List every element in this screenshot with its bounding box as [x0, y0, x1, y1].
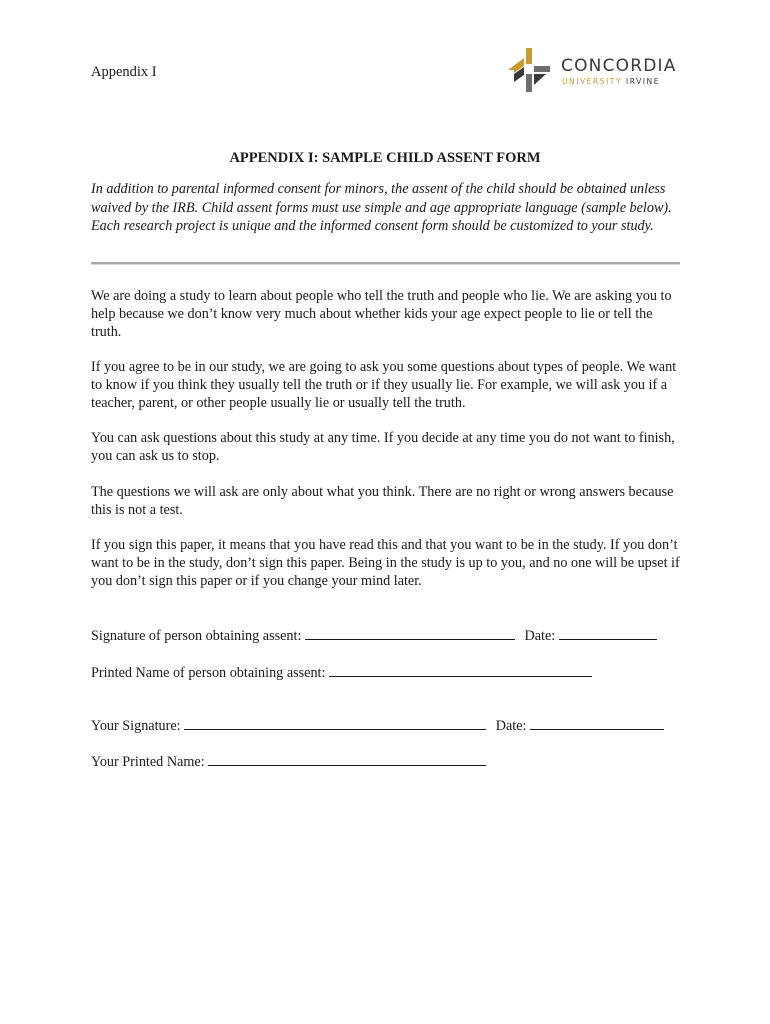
your-signature-row [91, 715, 664, 735]
body-paragraph: The questions we will ask are only about what you think. There are no right or wrong answers because this is not a test. [91, 484, 674, 518]
your-signature-line[interactable] [184, 715, 486, 730]
signature-obtaining-line[interactable] [305, 625, 515, 640]
concordia-emblem-icon [508, 47, 554, 93]
your-printed-name-row [91, 751, 486, 771]
logo-subtitle-irvine: IRVINE [626, 77, 661, 86]
printed-name-row-obtaining [91, 662, 592, 682]
signature-row-obtaining [91, 625, 657, 645]
printed-name-obtaining-line[interactable] [329, 662, 592, 677]
appendix-label: Appendix I [91, 64, 157, 80]
logo-subtitle [562, 77, 660, 86]
page-title: APPENDIX I: SAMPLE CHILD ASSENT FORM [229, 150, 541, 166]
date-line-1[interactable] [559, 625, 657, 640]
body-paragraph: We are doing a study to learn about people who tell the truth and people who lie. We are asking you to help because we don’t know very much about whether kids your age expect people to lie or tell the truth. [91, 288, 672, 340]
printed-name-obtaining-label: Printed Name of person obtaining assent: [91, 665, 326, 681]
concordia-logo [508, 47, 683, 93]
your-printed-name-line[interactable] [208, 751, 486, 766]
date-label-1: Date: [524, 628, 556, 644]
signature-obtaining-label: Signature of person obtaining assent: [91, 628, 302, 644]
date-label-2: Date: [495, 718, 527, 734]
body-paragraph: If you sign this paper, it means that you have read this and that you want to be in the study. If you don’t want to be in the study, don’t sign this paper. Being in the study is up to you, and no one will be upset if you don’t sign this paper or if you change your mind later. [91, 537, 680, 589]
body-paragraph: If you agree to be in our study, we are going to ask you some questions about types of people. We want to know if you think they usually tell the truth or if they usually lie. For example, we will ask you if a teacher, parent, or other people usually lie or usually tell the truth. [91, 359, 677, 411]
your-printed-name-label: Your Printed Name: [91, 754, 205, 770]
your-signature-label: Your Signature: [91, 718, 181, 734]
body-paragraph: You can ask questions about this study at any time. If you decide at any time you do not want to finish, you can ask us to stop. [91, 430, 675, 464]
intro-note: In addition to parental informed consent for minors, the assent of the child should be obtained unless waived by the IRB. Child assent forms must use simple and age appropriate language (sample below). Each research project is unique and the informed consent form should be customized to your study. [91, 181, 672, 234]
section-divider [91, 262, 680, 265]
logo-subtitle-university: UNIVERSITY [562, 77, 623, 86]
logo-wordmark: CONCORDIA [561, 56, 677, 76]
date-line-2[interactable] [530, 715, 664, 730]
